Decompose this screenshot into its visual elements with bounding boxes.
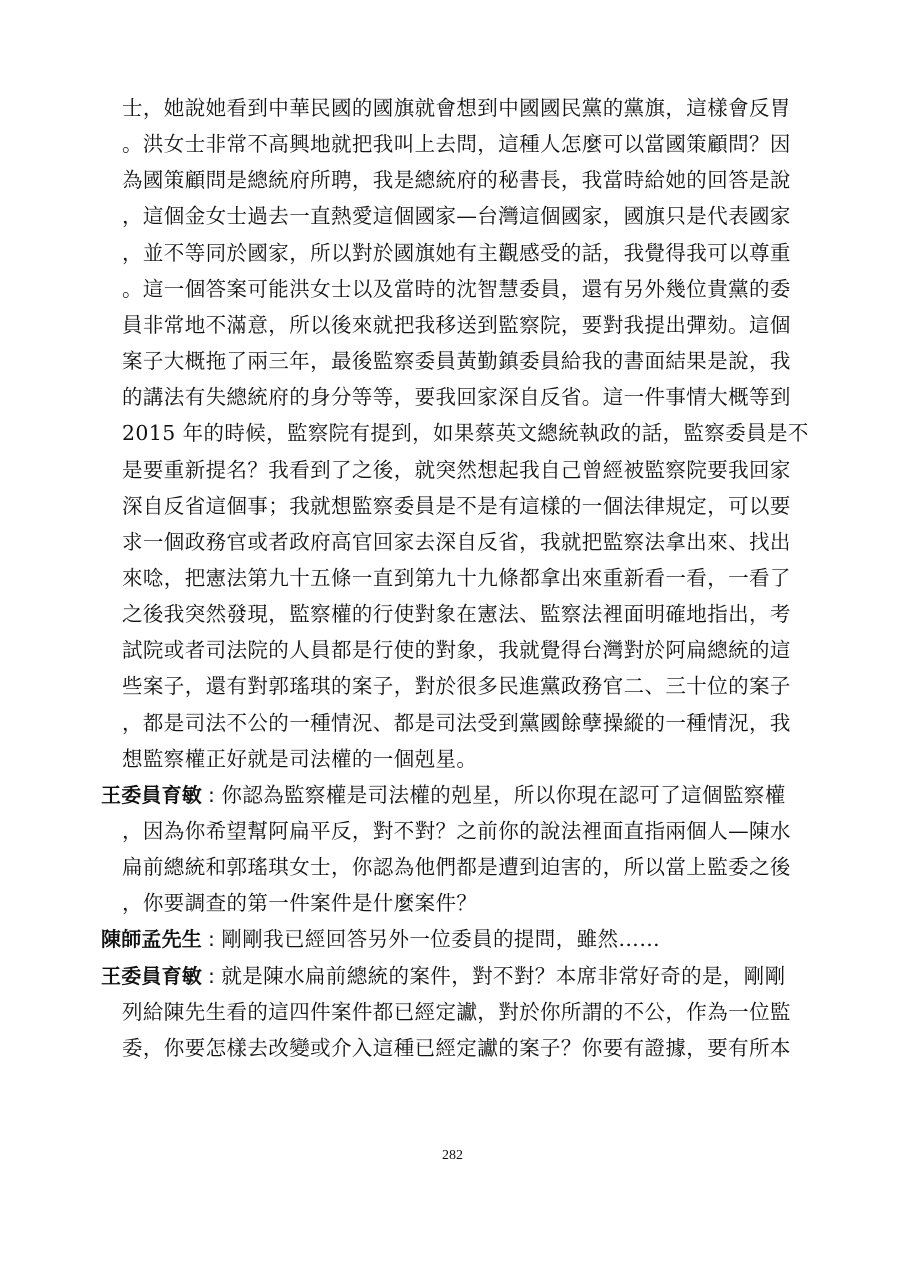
text-line <box>122 165 791 195</box>
speaker-name: 王委員育敏 <box>101 782 202 807</box>
line-text: 試院或者司法院的人員都是行使的對象，我就覺得台灣對於阿扁總統的這 <box>122 638 791 663</box>
speaker-colon: : <box>208 927 216 952</box>
speaker-colon: : <box>208 963 216 988</box>
text-line <box>122 274 791 304</box>
text-line <box>122 418 809 448</box>
text-line <box>122 491 791 521</box>
line-text: 為國策顧問是總統府所聘，我是總統府的秘書長，我當時給她的回答是說 <box>122 168 791 193</box>
text-line <box>122 1033 791 1063</box>
text-line <box>122 708 791 738</box>
line-text: 2015 年的時候，監察院有提到，如果蔡英文總統執政的話，監察委員是不 <box>122 421 809 446</box>
text-line <box>122 382 791 412</box>
line-text: 委，你要怎樣去改變或介入這種已經定讞的案子？你要有證據，要有所本 <box>122 1035 791 1060</box>
speaker-line <box>101 961 786 991</box>
text-line <box>122 346 791 376</box>
line-text: 列給陳先生看的這四件案件都已經定讞，對於你所謂的不公，作為一位監 <box>122 999 791 1024</box>
line-text: ，都是司法不公的一種情況、都是司法受到黨國餘孽操縱的一種情況，我 <box>122 710 791 735</box>
text-line <box>122 635 791 665</box>
line-text: 之後我突然發現，監察權的行使對象在憲法、監察法裡面明確地指出，考 <box>122 602 791 627</box>
text-line <box>122 563 791 593</box>
line-text: 求一個政務官或者政府高官回家去深自反省，我就把監察法拿出來、找出 <box>122 529 791 554</box>
line-text: ，你要調查的第一件案件是什麼案件？ <box>122 891 478 916</box>
text-line <box>122 744 477 774</box>
line-text: 。這一個答案可能洪女士以及當時的沈智慧委員，還有另外幾位貴黨的委 <box>122 276 791 301</box>
line-text: 就是陳水扁前總統的案件，對不對？本席非常好奇的是，剛剛 <box>221 963 786 988</box>
line-text: 的講法有失總統府的身分等等，要我回家深自反省。這一件事情大概等到 <box>122 385 791 410</box>
line-text: 剛剛我已經回答另外一位委員的提問，雖然…… <box>221 927 661 952</box>
text-line <box>122 201 791 231</box>
text-line <box>122 599 791 629</box>
speaker-line <box>101 924 660 954</box>
text-line <box>122 997 791 1027</box>
line-text: 些案子，還有對郭瑤琪的案子，對於很多民進黨政務官二、三十位的案子 <box>122 674 791 699</box>
text-line <box>122 671 791 701</box>
line-text: ，並不等同於國家，所以對於國旗她有主觀感受的話，我覺得我可以尊重 <box>122 240 791 265</box>
line-text: 是要重新提名？我看到了之後，就突然想起我自己曾經被監察院要我回家 <box>122 457 791 482</box>
text-line <box>122 93 791 123</box>
line-text: 扁前總統和郭瑤琪女士，你認為他們都是遭到迫害的，所以當上監委之後 <box>122 855 791 880</box>
text-line <box>122 238 791 268</box>
text-line <box>122 852 791 882</box>
line-text: 士，她說她看到中華民國的國旗就會想到中國國民黨的黨旗，這樣會反胃 <box>122 96 791 120</box>
line-text: 。洪女士非常不高興地就把我叫上去問，這種人怎麼可以當國策顧問？因 <box>122 132 791 157</box>
speaker-name: 王委員育敏 <box>101 963 202 988</box>
text-line <box>122 455 791 485</box>
line-text: 你認為監察權是司法權的剋星，所以你現在認可了這個監察權 <box>221 782 786 807</box>
line-text: 員非常地不滿意，所以後來就把我移送到監察院，要對我提出彈劾。這個 <box>122 312 791 337</box>
line-text: 來唸，把憲法第九十五條一直到第九十九條都拿出來重新看一看，一看了 <box>122 565 791 590</box>
text-line <box>122 129 791 159</box>
line-text: ，因為你希望幫阿扁平反，對不對？之前你的說法裡面直指兩個人—陳水 <box>122 819 791 843</box>
text-line <box>122 888 477 918</box>
line-text: 深自反省這個事；我就想監察委員是不是有這樣的一個法律規定，可以要 <box>122 493 791 518</box>
page-number: 282 <box>442 1148 463 1163</box>
speaker-colon: : <box>208 782 216 807</box>
text-line <box>122 527 791 557</box>
line-text: 想監察權正好就是司法權的一個剋星。 <box>122 746 478 771</box>
text-line <box>122 310 791 340</box>
speaker-name: 陳師孟先生 <box>101 927 202 952</box>
speaker-line <box>101 780 786 810</box>
line-text: ，這個金女士過去一直熱愛這個國家—台灣這個國家，國旗只是代表國家 <box>122 204 791 229</box>
text-line <box>122 816 791 846</box>
line-text: 案子大概拖了兩三年，最後監察委員黃勤鎮委員給我的書面結果是說，我 <box>122 349 791 374</box>
